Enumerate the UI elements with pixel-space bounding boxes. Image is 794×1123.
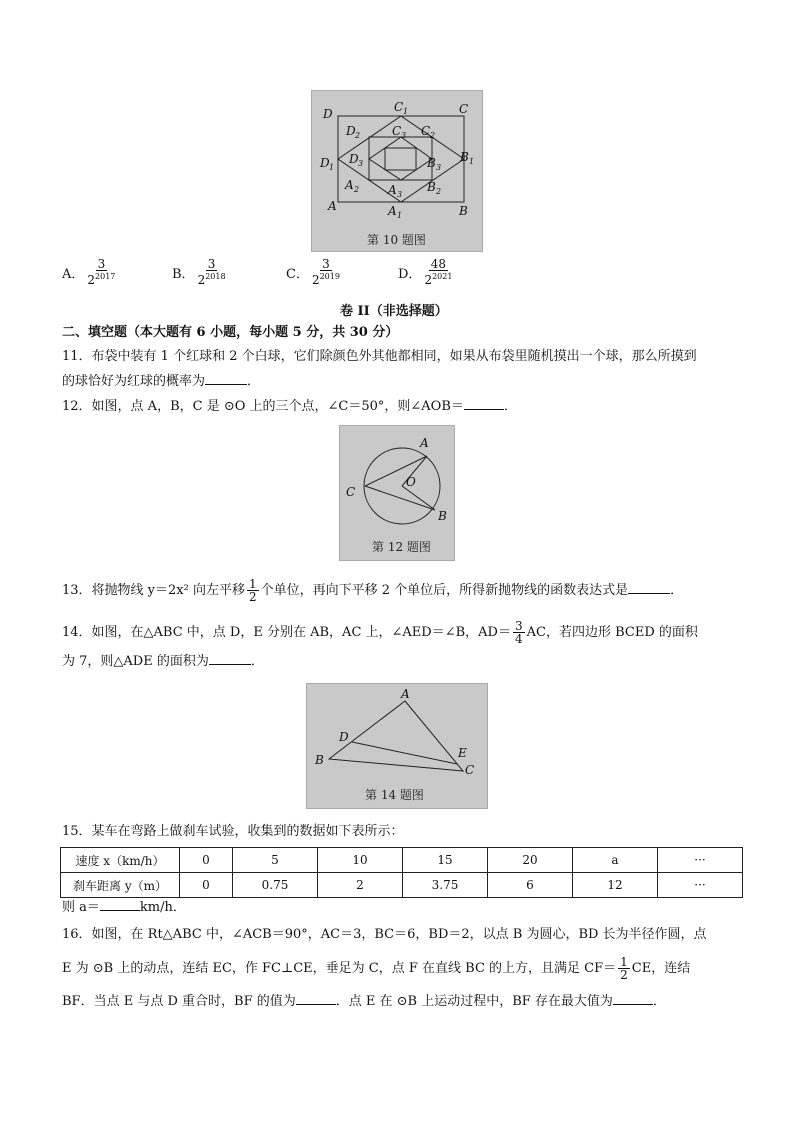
- option-c: [286, 258, 343, 286]
- table-row: [61, 873, 743, 898]
- q16-fraction: $\frac{1}{2}$: [620, 955, 628, 982]
- table-cell: 0: [180, 848, 233, 873]
- option-d-fraction: $\frac{48}{2^{2021}}$: [424, 257, 453, 287]
- svg-text:D: D: [349, 152, 359, 166]
- svg-text:3: 3: [436, 163, 442, 172]
- option-b: [172, 258, 229, 286]
- table-cell: 10: [318, 848, 403, 873]
- q16-answer-blank-2[interactable]: [613, 1004, 653, 1005]
- table-cell: ···: [658, 848, 743, 873]
- q13-text: 13．将抛物线 y＝2x² 向左平移 $\frac{1}{2}$ 个单位，再向下平移 2 个单位后，所得新抛物线的函数表达式是 ．: [62, 577, 684, 604]
- figure-14: [306, 683, 488, 809]
- svg-text:A: A: [345, 178, 354, 192]
- q11-answer-blank[interactable]: [205, 384, 247, 385]
- svg-text:1: 1: [397, 211, 403, 220]
- option-a-letter: A．: [62, 266, 85, 282]
- svg-text:3: 3: [397, 190, 403, 199]
- svg-text:B: B: [438, 509, 447, 523]
- q15-answer: 则 a＝ km/h．: [62, 900, 186, 915]
- q14-line2: 为 7，则△ADE 的面积为 ．: [62, 654, 264, 669]
- svg-text:C: C: [459, 102, 469, 116]
- q16-line1: 16．如图，在 Rt△ABC 中，∠ACB＝90°，AC＝3，BC＝6，BD＝2，以点 B 为圆心，BD 长为半径作圆，点: [62, 927, 707, 942]
- svg-text:A: A: [388, 204, 397, 218]
- figure-12: [339, 425, 455, 561]
- svg-text:B: B: [459, 204, 468, 218]
- q15-text: 15．某车在弯路上做刹车试验，收集到的数据如下表所示：: [62, 824, 404, 839]
- option-b-letter: B．: [172, 266, 195, 282]
- svg-text:3: 3: [401, 131, 407, 140]
- table-cell: 0.75: [233, 873, 318, 898]
- svg-text:2: 2: [355, 131, 361, 140]
- svg-text:3: 3: [358, 159, 364, 168]
- table-cell: 3.75: [403, 873, 488, 898]
- svg-text:E: E: [458, 746, 467, 760]
- table-cell: 刹车距离 y（m）: [61, 873, 180, 898]
- q12-answer-blank[interactable]: [464, 409, 504, 410]
- svg-text:2: 2: [430, 131, 436, 140]
- svg-text:C: C: [394, 100, 404, 114]
- svg-text:A: A: [420, 436, 429, 450]
- q15-table: [60, 847, 743, 898]
- table-cell: 15: [403, 848, 488, 873]
- table-cell: 6: [488, 873, 573, 898]
- q14-answer-blank[interactable]: [209, 664, 251, 665]
- svg-text:A: A: [388, 183, 397, 197]
- figure-10-caption: 第 10 题图: [367, 233, 426, 247]
- figure-12-caption: 第 12 题图: [372, 540, 431, 554]
- q15-answer-blank[interactable]: [100, 910, 140, 911]
- table-cell: a: [573, 848, 658, 873]
- table-cell: 2: [318, 873, 403, 898]
- option-a: [62, 258, 118, 286]
- figure-14-caption: 第 14 题图: [365, 788, 424, 802]
- option-a-fraction: $\frac{3}{2^{2017}}$: [87, 257, 116, 287]
- q13-fraction: $\frac{1}{2}$: [248, 577, 257, 604]
- svg-text:B: B: [315, 753, 324, 767]
- svg-text:2: 2: [354, 185, 360, 194]
- section-title: 卷 II（非选择题）: [340, 304, 448, 319]
- table-cell: 0: [180, 873, 233, 898]
- option-c-fraction: $\frac{3}{2^{2019}}$: [311, 257, 340, 287]
- svg-text:A: A: [401, 687, 410, 701]
- svg-text:1: 1: [403, 107, 409, 116]
- part2-header: 二、填空题（本大题有 6 小题，每小题 5 分，共 30 分）: [62, 325, 399, 340]
- svg-text:1: 1: [329, 163, 335, 172]
- table-cell: 20: [488, 848, 573, 873]
- q14-line1: 14．如图，在△ABC 中，点 D，E 分别在 AB，AC 上，∠AED＝∠B，AD＝ $\frac{3}{4}$ AC，若四边形 BCED 的面积: [62, 619, 698, 646]
- svg-text:B: B: [427, 156, 436, 170]
- q16-answer-blank-1[interactable]: [296, 1004, 336, 1005]
- table-cell: 速度 x（km/h）: [61, 848, 180, 873]
- q12-text: 12．如图，点 A，B，C 是 ⊙O 上的三个点，∠C＝50°，则∠AOB＝ ．: [62, 399, 517, 414]
- q16-line2: E 为 ⊙B 上的动点，连结 EC，作 FC⊥CE，垂足为 C，点 F 在直线 BC 的上方，且满足 CF＝ $\frac{1}{2}$ CE，连结: [62, 955, 691, 982]
- svg-text:D: D: [320, 156, 330, 170]
- q11-line2: 的球恰好为红球的概率为 ．: [62, 374, 261, 389]
- svg-text:C: C: [392, 124, 402, 138]
- svg-text:C: C: [421, 124, 431, 138]
- svg-text:D: D: [323, 107, 333, 121]
- q13-answer-blank[interactable]: [628, 593, 670, 594]
- q14-fraction: $\frac{3}{4}$: [514, 619, 523, 646]
- svg-text:B: B: [460, 150, 469, 164]
- table-cell: ···: [658, 873, 743, 898]
- svg-text:C: C: [465, 763, 475, 777]
- svg-text:B: B: [427, 180, 436, 194]
- q11-line1: 11．布袋中装有 1 个红球和 2 个白球，它们除颜色外其他都相同，如果从布袋里随机摸出一个球，那么所摸到: [62, 349, 697, 364]
- svg-text:2: 2: [436, 187, 442, 196]
- option-b-fraction: $\frac{3}{2^{2018}}$: [197, 257, 226, 287]
- table-cell: 5: [233, 848, 318, 873]
- svg-text:A: A: [328, 199, 337, 213]
- option-d: [398, 258, 455, 286]
- figure-10: [311, 90, 483, 252]
- q16-line3: BF．当点 E 与点 D 重合时，BF 的值为 ．点 E 在 ⊙B 上运动过程中，BF 存在最大值为 ．: [62, 994, 666, 1009]
- table-row: [61, 848, 743, 873]
- svg-text:C: C: [346, 485, 356, 499]
- option-c-letter: C．: [286, 266, 309, 282]
- figure-10-diagram: [312, 91, 482, 251]
- table-cell: 12: [573, 873, 658, 898]
- svg-text:1: 1: [469, 157, 475, 166]
- svg-text:D: D: [346, 124, 356, 138]
- option-d-letter: D．: [398, 266, 422, 282]
- svg-text:D: D: [339, 730, 349, 744]
- svg-text:O: O: [406, 475, 416, 489]
